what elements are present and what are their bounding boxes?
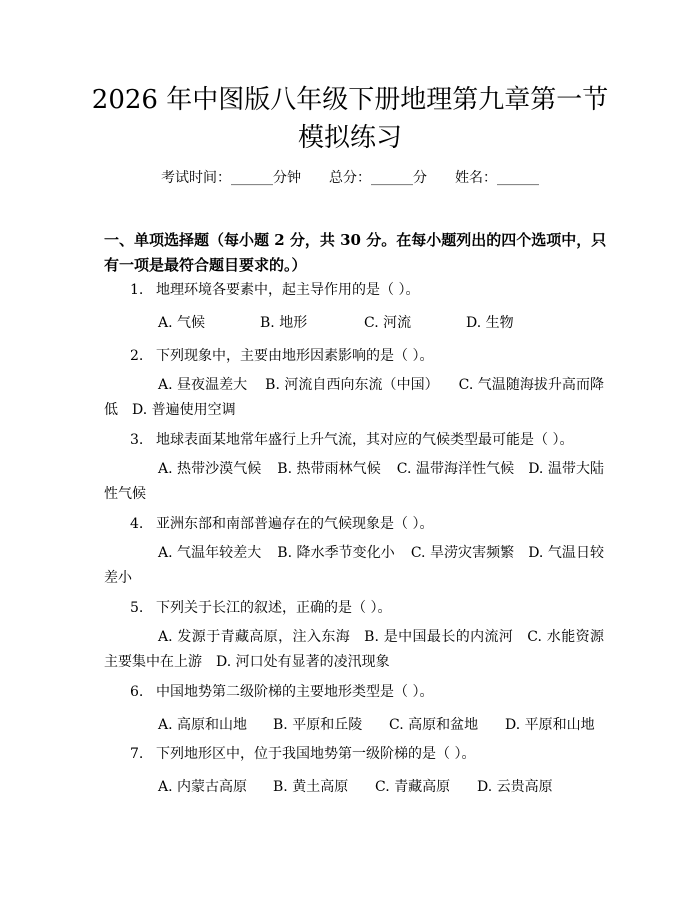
time-label: 考试时间： — [161, 170, 231, 186]
question-number: 3. — [130, 432, 144, 448]
option-c: C. 河流 — [364, 315, 412, 331]
question-4-options — [104, 541, 604, 591]
question-stem: 下列关于长江的叙述，正确的是（ ）。 — [156, 600, 392, 616]
option-c: C. 高原和盆地 — [389, 717, 479, 733]
question-7-options — [158, 777, 608, 797]
option-b: B. 降水季节变化小 — [277, 545, 395, 561]
question-2 — [104, 346, 604, 366]
question-number: 4. — [130, 516, 144, 532]
question-5-options — [104, 625, 604, 675]
option-b: B. 热带雨林气候 — [277, 461, 381, 477]
question-stem: 地理环境各要素中，起主导作用的是（ ）。 — [156, 282, 420, 298]
score-unit: 分 — [413, 170, 427, 186]
question-4 — [104, 514, 604, 534]
exam-title-line1: 2026 年中图版八年级下册地理第九章第一节 — [91, 85, 609, 115]
question-number: 2. — [130, 348, 144, 364]
option-c: C. 温带海洋性气候 — [396, 461, 515, 477]
option-d: D. 生物 — [466, 315, 514, 331]
option-a: A. 气候 — [158, 315, 206, 331]
option-b: B. 平原和丘陵 — [273, 717, 363, 733]
option-c: C. 旱涝灾害频繁 — [410, 545, 515, 561]
question-1-options — [158, 313, 608, 333]
option-a: A. 内蒙古高原 — [158, 779, 248, 795]
question-stem: 下列现象中，主要由地形因素影响的是（ ）。 — [156, 348, 434, 364]
option-c: C. 气温随海拔升高而降低 — [104, 377, 604, 418]
question-3 — [104, 430, 604, 450]
question-stem: 中国地势第二级阶梯的主要地形类型是（ ）。 — [156, 684, 434, 700]
option-a: A. 发源于青藏高原，注入东海 — [158, 629, 351, 645]
question-6 — [104, 682, 604, 702]
question-number: 7. — [130, 746, 144, 762]
question-number: 1. — [130, 282, 144, 298]
option-b: B. 是中国最长的内流河 — [364, 629, 514, 645]
question-stem: 下列地形区中，位于我国地势第一级阶梯的是（ ）。 — [156, 746, 476, 762]
question-stem: 亚洲东部和南部普遍存在的气候现象是（ ）。 — [156, 516, 434, 532]
option-a: A. 昼夜温差大 — [158, 377, 248, 393]
name-label: 姓名： — [455, 170, 497, 186]
option-b: B. 黄土高原 — [273, 779, 349, 795]
question-5 — [104, 598, 604, 618]
question-2-options — [104, 373, 604, 423]
option-b: B. 河流自西向东流（中国） — [265, 377, 439, 393]
option-d: D. 河口处有显著的凌汛现象 — [216, 654, 390, 670]
exam-title-line2: 模拟练习 — [297, 123, 402, 153]
option-a: A. 高原和山地 — [158, 717, 248, 733]
option-d: D. 普遍使用空调 — [132, 402, 236, 418]
question-3-options — [104, 457, 604, 507]
question-6-options — [158, 715, 608, 735]
question-1 — [104, 280, 604, 300]
option-d: D. 气温日较差小 — [104, 545, 604, 586]
question-number: 6. — [130, 684, 144, 700]
option-c: C. 青藏高原 — [375, 779, 451, 795]
option-a: A. 热带沙漠气候 — [158, 461, 262, 477]
question-7 — [104, 744, 604, 764]
option-d: D. 云贵高原 — [477, 779, 553, 795]
exam-info-line — [0, 168, 700, 188]
score-blank: ______ — [371, 170, 413, 186]
option-b: B. 地形 — [260, 315, 308, 331]
option-d: D. 平原和山地 — [505, 717, 595, 733]
time-unit: 分钟 — [273, 170, 301, 186]
section-heading: 一、单项选择题（每小题 2 分，共 30 分。在每小题列出的四个选项中，只有一项是最符合题目要求的。） — [104, 231, 607, 274]
time-blank: ______ — [231, 170, 273, 186]
question-number: 5. — [130, 600, 144, 616]
score-label: 总分： — [329, 170, 371, 186]
question-stem: 地球表面某地常年盛行上升气流，其对应的气候类型最可能是（ ）。 — [156, 432, 574, 448]
name-blank: ______ — [497, 170, 539, 186]
option-d: D. 温带大陆性气候 — [104, 461, 604, 502]
option-a: A. 气温年较差大 — [158, 545, 262, 561]
option-c: C. 水能资源主要集中在上游 — [104, 629, 604, 670]
